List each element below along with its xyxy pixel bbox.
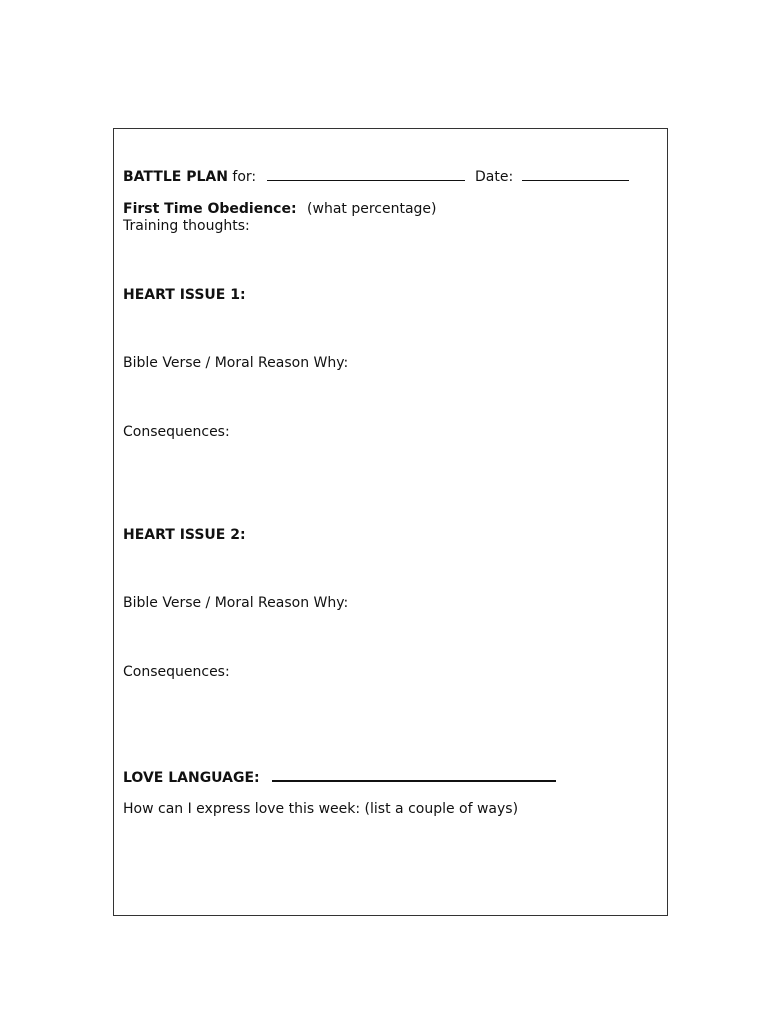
express-love-prompt: How can I express love this week: (list a couple of ways) xyxy=(123,801,519,817)
heart-issue-2-consequences-label: Consequences: xyxy=(123,664,230,680)
heart-issue-2-title: HEART ISSUE 2: xyxy=(123,527,246,543)
first-time-obedience-label: First Time Obedience: xyxy=(123,201,297,217)
form-border xyxy=(113,128,668,916)
first-time-obedience-hint: (what percentage) xyxy=(307,201,437,217)
heart-issue-2-bible-verse-label: Bible Verse / Moral Reason Why: xyxy=(123,595,349,611)
date-section xyxy=(475,166,629,186)
date-label: Date: xyxy=(475,169,514,185)
date-blank-field[interactable] xyxy=(522,166,629,181)
love-language-blank-field[interactable] xyxy=(272,766,556,782)
name-blank-field[interactable] xyxy=(267,166,465,181)
love-language-line xyxy=(123,766,556,787)
battle-plan-for-label: for: xyxy=(232,169,257,185)
battle-plan-title: BATTLE PLAN xyxy=(123,169,228,185)
heart-issue-1-consequences-label: Consequences: xyxy=(123,424,230,440)
love-language-label: LOVE LANGUAGE: xyxy=(123,770,260,786)
training-thoughts-label: Training thoughts: xyxy=(123,218,250,234)
battle-plan-header xyxy=(123,166,465,186)
first-time-obedience-line xyxy=(123,200,437,218)
heart-issue-1-title: HEART ISSUE 1: xyxy=(123,287,246,303)
heart-issue-1-bible-verse-label: Bible Verse / Moral Reason Why: xyxy=(123,355,349,371)
